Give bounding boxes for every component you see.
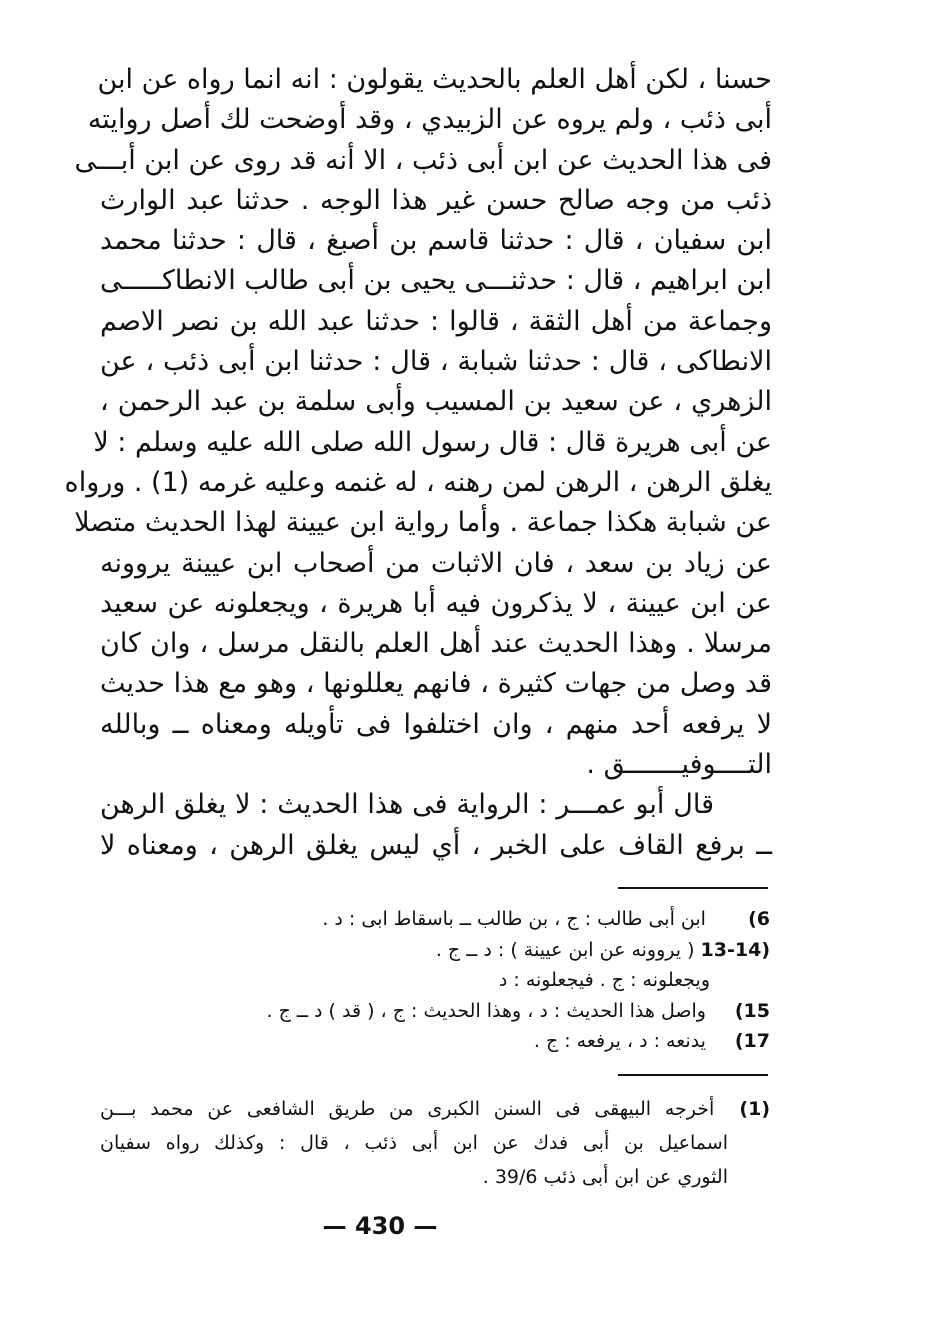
text-line: التــــوفيـــــــق . <box>586 749 772 781</box>
footnote-line <box>100 1092 770 1126</box>
footnote-divider <box>618 1074 768 1076</box>
variant-text: يدنعه : د ، يرفعه : ج . <box>533 1030 706 1052</box>
variant-text: واصل هذا الحديث : د ، وهذا الحديث : ج ، ( قد ) د ــ ج . <box>266 999 706 1022</box>
variant-text: ويجعلونه : ج . فيجعلونه : د <box>498 969 710 991</box>
page-number: — 430 — <box>322 1212 438 1240</box>
footnote-line: اسماعيل بن أبى فدك عن ابن أبى ذئب ، قال : وكذلك رواه سفيان <box>100 1132 728 1154</box>
text-line: قال أبو عمـــر : الرواية فى هذا الحديث : لا يغلق الرهن <box>100 789 714 821</box>
text-line: أبى ذئب ، ولم يروه عن الزبيدي ، وقد أوضحت لك أصل روايته <box>87 104 772 136</box>
text-line: لا يرفعه أحد منهم ، وان اختلفوا فى تأويله ومعناه ــ وبالله <box>100 708 772 740</box>
footnote <box>100 1092 770 1194</box>
footnote-text: أخرجه البيهقى فى السنن الكبرى من طريق الشافعى عن محمد بـــن <box>100 1098 715 1120</box>
variant-line-ref: 15) <box>734 999 770 1022</box>
variant-line-ref: 6) <box>748 908 770 930</box>
variant-line-ref: 13-14) <box>700 938 770 961</box>
text-line: عن شبابة هكذا جماعة . وأما رواية ابن عيينة لهذا الحديث متصلا <box>74 507 772 539</box>
text-line: ابن ابراهيم ، قال : حدثنـــى يحيى بن أبى طالب الانطاكـــــى <box>100 265 772 297</box>
footnote-line: الثوري عن ابن أبى ذئب 39/6 . <box>482 1166 728 1188</box>
text-line: الزهري ، عن سعيد بن المسيب وأبى سلمة بن عبد الرحمن ، <box>100 386 772 418</box>
text-line: مرسلا . وهذا الحديث عند أهل العلم بالنقل مرسل ، وان كان <box>100 628 772 660</box>
text-line: عن زياد بن سعد ، فان الاثبات من أصحاب ابن عيينة يروونه <box>100 547 772 579</box>
text-line: عن ابن عيينة ، لا يذكرون فيه أبا هريرة ، ويجعلونه عن سعيد <box>100 587 772 619</box>
variant-note <box>150 1026 770 1057</box>
variant-text: ( يروونه عن ابن عيينة ) : د ــ ج . <box>435 938 695 961</box>
text-line: فى هذا الحديث عن ابن أبى ذئب ، الا أنه قد روى عن ابن أبـــى <box>74 144 772 176</box>
text-line: يغلق الرهن ، الرهن لمن رهنه ، له غنمه وعليه غرمه (1) . ورواه <box>64 466 772 498</box>
variant-line-ref: 17) <box>734 1030 770 1052</box>
variant-note <box>150 904 770 935</box>
main-text <box>64 60 772 866</box>
variant-note <box>150 935 770 966</box>
text-line: ابن سفيان ، قال : حدثنا قاسم بن أصبغ ، قال : حدثنا محمد <box>100 225 772 257</box>
variant-readings <box>150 904 770 1057</box>
variant-text: ابن أبى طالب : ج ، بن طالب ــ باسقاط ابى : د . <box>322 908 706 930</box>
text-line: قد وصل من جهات كثيرة ، فانهم يعللونها ، وهو مع هذا حديث <box>100 668 772 700</box>
variant-note <box>150 965 770 996</box>
footnote-number: (1) <box>739 1098 771 1120</box>
text-line: الانطاكى ، قال : حدثنا شبابة ، قال : حدثنا ابن أبى ذئب ، عن <box>100 346 772 378</box>
text-line: ذئب من وجه صالح حسن غير هذا الوجه . حدثنا عبد الوارث <box>100 184 772 216</box>
variant-note <box>150 996 770 1027</box>
text-line: وجماعة من أهل الثقة ، قالوا : حدثنا عبد الله بن نصر الاصم <box>100 305 772 337</box>
text-line: حسنا ، لكن أهل العلم بالحديث يقولون : انه انما رواه عن ابن <box>97 64 772 95</box>
variants-divider <box>618 887 768 889</box>
text-line: عن أبى هريرة قال : قال رسول الله صلى الله عليه وسلم : لا <box>93 426 772 458</box>
text-line: ــ برفع القاف على الخبر ، أي ليس يغلق الرهن ، ومعناه لا <box>100 829 772 861</box>
